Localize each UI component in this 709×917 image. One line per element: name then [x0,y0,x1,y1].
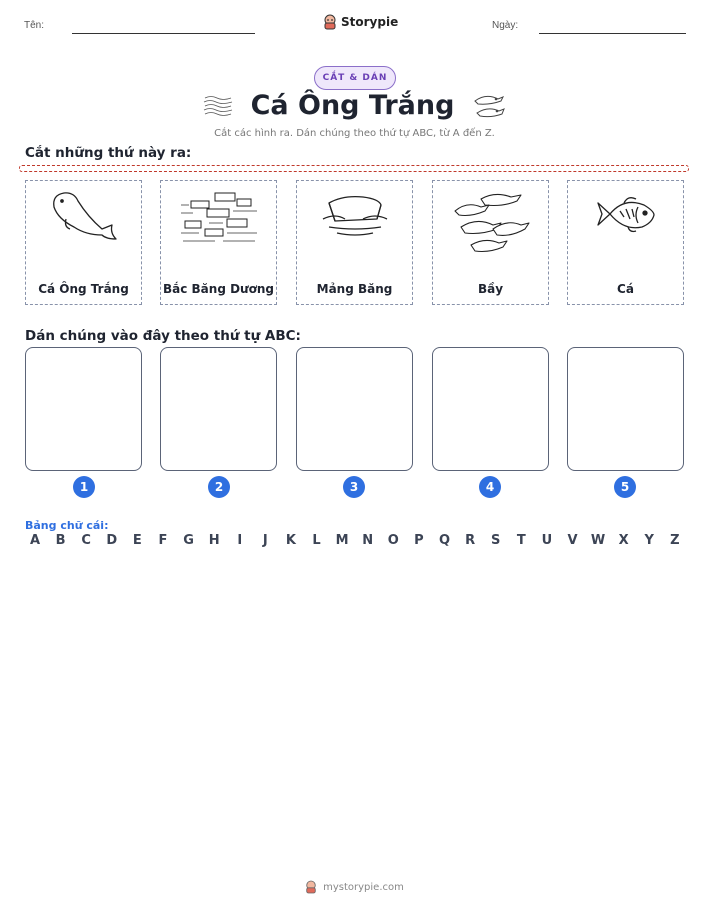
alphabet-letter: T [516,533,526,548]
dolphins-icon [472,91,506,121]
alphabet-letter: F [158,533,168,548]
arctic-ocean-icon [179,189,259,249]
alphabet-letter: R [465,533,476,548]
alphabet-letter: C [81,533,91,548]
footer [0,880,709,894]
paste-heading: Dán chúng vào đây theo thứ tự ABC: [25,328,301,344]
card-label: Cá [617,282,634,296]
ice-floe-icon [315,189,395,243]
alphabet-letter: X [618,533,629,548]
slot-number-3: 3 [343,476,365,498]
alphabet-letter: G [183,533,194,548]
cut-dashed-line [19,165,689,172]
fish-icon [594,189,658,239]
storypie-mascot-icon [305,880,317,894]
alphabet-letter: B [55,533,66,548]
alphabet-letter: Z [670,533,680,548]
alphabet-letter: K [285,533,296,548]
paste-box-3[interactable] [296,347,413,471]
footer-url: mystorypie.com [323,881,404,893]
alphabet-letter: A [29,533,41,548]
slot-number-4: 4 [479,476,501,498]
paste-box-5[interactable] [567,347,684,471]
alphabet-row [25,533,685,548]
card-label: Mảng Băng [316,282,393,296]
alphabet-letter: D [106,533,118,548]
paste-box-4[interactable] [432,347,549,471]
name-label: Tên: [24,20,45,31]
alphabet-letter: W [590,533,606,548]
activity-badge: CẮT & DÁN [314,66,396,90]
paste-box-1[interactable] [25,347,142,471]
alphabet-letter: Q [438,533,451,548]
alphabet-letter: P [414,533,424,548]
date-label: Ngày: [492,20,519,31]
cut-card-ice-floe[interactable] [296,180,413,305]
paste-box-2[interactable] [160,347,277,471]
cut-heading: Cắt những thứ này ra: [25,145,192,161]
page-title: Cá Ông Trắng [250,90,455,121]
cut-card-pod[interactable] [432,180,549,305]
name-line [72,33,255,34]
slot-number-2: 2 [208,476,230,498]
slot-number-5: 5 [614,476,636,498]
cut-card-arctic-ocean[interactable] [160,180,277,305]
title-row [0,90,709,121]
alphabet-letter: I [237,533,243,548]
brand-logo [323,14,398,30]
alphabet-letter: V [567,533,578,548]
slot-number-1: 1 [73,476,95,498]
pod-of-whales-icon [451,187,531,259]
instructions-text: Cắt các hình ra. Dán chúng theo thứ tự ABC, từ A đến Z. [214,128,495,139]
alphabet-letter: N [362,533,374,548]
storypie-mascot-icon [323,14,337,30]
alphabet-letter: Y [644,533,654,548]
alphabet-letter: E [132,533,142,548]
brand-name: Storypie [341,15,399,29]
card-label: Cá Ông Trắng [38,282,129,296]
alphabet-letter: U [541,533,553,548]
alphabet-letter: L [312,533,321,548]
alphabet-letter: M [335,533,349,548]
alphabet-letter: J [262,533,268,548]
cut-card-fish[interactable] [567,180,684,305]
alphabet-letter: S [491,533,501,548]
ice-texture-icon [203,94,233,118]
beluga-whale-icon [44,189,124,251]
alphabet-letter: O [387,533,399,548]
alphabet-letter: H [208,533,220,548]
card-label: Bắc Băng Dương [163,282,274,296]
cut-card-beluga[interactable] [25,180,142,305]
card-label: Bầy [477,282,504,296]
alphabet-title: Bảng chữ cái: [25,519,109,532]
date-line [539,33,686,34]
